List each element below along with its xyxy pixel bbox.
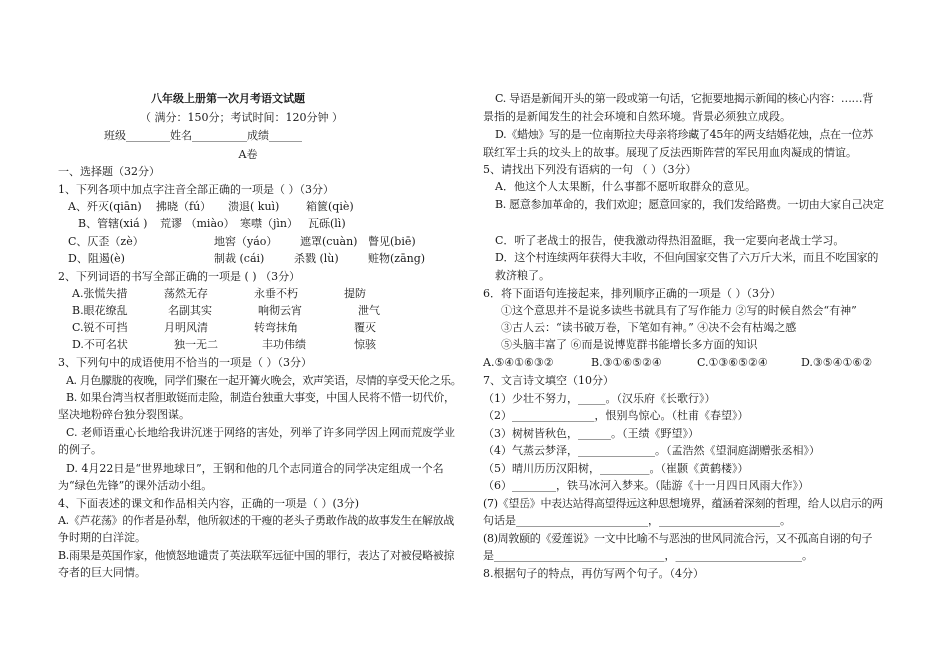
exam-meta: （ 满分：150分；考试时间：120分钟 ）: [140, 111, 343, 124]
q1-option-a: A、歼灭(qiān) 拂晓（fú） 溃退( kuì) 箱篋(qiè): [68, 200, 354, 213]
q6-option-a: A.⑤④①⑥③②: [483, 356, 554, 369]
q6-sentences-2: ③古人云：“读书破万卷，下笔如有神。” ④决不会有枯竭之感: [501, 321, 797, 334]
q3-option-c-line1: C. 老师语重心长地给我讲沉迷于网络的害处，列举了许多同学因上网而荒废学业: [66, 426, 456, 439]
q6-option-c: C.①③⑥⑤②④: [697, 356, 768, 369]
q3-stem: 3、下列句中的成语使用不恰当的一项是（ ）（3分）: [58, 356, 312, 369]
q6-option-b: B.③①⑥⑤②④: [591, 356, 662, 369]
section-a-label: A卷: [238, 148, 258, 161]
q7-line-7b: 句话是________________________，______________________。: [483, 514, 791, 527]
q3-option-a: A. 月色朦胧的夜晚，同学们聚在一起开篝火晚会，欢声笑语，尽情的享受天伦之乐。: [66, 374, 462, 387]
q6-sentences-3: ⑤头脑丰富了 ⑥而是说博览群书能增长多方面的知识: [501, 338, 758, 351]
q2-option-a: A.张慌失措 荡然无存 永垂不朽 提防: [72, 287, 366, 300]
q7-line-7a: (7)《望岳》中表达站得高望得远这种思想境界，蕴涵着深刻的哲理，给人以启示的两: [483, 497, 883, 510]
q5-option-a: A．他这个人太果断，什么事都不愿听取群众的意见。: [495, 180, 756, 193]
q6-stem: 6．将下面语句连接起来，排列顺序正确的一项是（ ）（3分）: [483, 287, 781, 300]
q2-option-b: B.眼花缭乱 名副其实 响彻云宵 泄气: [72, 304, 380, 317]
exam-title: 八年级上册第一次月考语文试题: [151, 92, 305, 105]
q1-option-c: C、仄歪（zè） 地窖（yáo） 遮罩(cuàn) 瞥见(biē): [68, 235, 416, 248]
q7-line-1: （1）少壮不努力，_____。（汉乐府《长歌行》）: [483, 392, 716, 405]
q3-option-b-line2: 坚决地粉碎台独分裂图谋。: [58, 408, 190, 421]
q1-option-b: B、管辖(xiá ) 荒谬 （miào） 寒噤（jìn） 瓦砾(lì): [78, 217, 346, 230]
q4-option-a-line2: 争时期的白洋淀。: [58, 531, 146, 544]
q1-stem: 1、下列各项中加点字注音全部正确的一项是（ ）（3分）: [58, 183, 334, 196]
q3-option-c-line2: 的例子。: [58, 443, 102, 456]
q4-option-d-line2: 联红军士兵的坟头上的故事。展现了反法西斯阵营的军民用血肉凝成的情谊。: [483, 146, 857, 159]
q3-option-d-line1: D. 4月22日是“世界地球日”，王钢和他的几个志同道合的同学决定组成一个名: [66, 462, 444, 475]
q4-option-b-line2: 夺者的巨大同情。: [58, 566, 146, 579]
q3-option-d-line2: 为“绿色先锋”的课外活动小组。: [58, 479, 213, 492]
q5-stem: 5、请找出下列没有语病的一句 （ ）（3分）: [483, 163, 697, 176]
q5-option-b: B. 愿意参加革命的，我们欢迎；愿意回家的，我们发给路费。一切由大家自己决定: [495, 198, 884, 211]
q2-option-c: C.锐不可挡 月明风清 转弯抹角 覆灭: [72, 321, 376, 334]
q7-line-2: （2）_______________，恨别鸟惊心。（杜甫《春望》）: [483, 409, 749, 422]
part1-heading: 一、选择题（32分）: [58, 165, 160, 178]
q6-option-d: D.③⑤④①⑥②: [801, 356, 873, 369]
student-info-line: 班级________姓名__________成绩______: [104, 129, 302, 142]
q1-option-d: D、阻遏(è) 制裁 (cái) 杀戮 (lù) 赃物(zāng): [68, 252, 426, 265]
q5-option-d-line2: 救济粮了。: [495, 269, 550, 282]
q5-option-d-line1: D．这个村连续两年获得大丰收，不但向国家交售了六万斤大米，而且不吃国家的: [495, 251, 879, 264]
q2-stem: 2、下列词语的书写全部正确的一项是 ( ) （3分）: [58, 270, 301, 283]
q8-stem: 8.根据句子的特点，再仿写两个句子。（4分）: [483, 567, 704, 580]
q2-option-d: D.不可名状 独一无二 丰功伟绩 惊骇: [72, 338, 376, 351]
q7-line-6: （6）________，铁马冰河入梦来。（陆游《十一月四日风雨大作》）: [483, 479, 809, 492]
q4-option-c-line1: C. 导语是新闻开头的第一段或第一句话，它扼要地揭示新闻的核心内容：……背: [495, 92, 873, 105]
q4-option-d-line1: D.《蜡烛》写的是一位南斯拉夫母亲将珍藏了45年的两支结婚花烛，点在一位苏: [495, 128, 873, 141]
q7-line-8b: 是_______________________________，_______________________。: [483, 549, 813, 562]
q4-option-c-line2: 景指的是新闻发生的社会环境和自然环境。背景必须独立成段。: [483, 110, 791, 123]
q6-options: [483, 356, 893, 370]
q7-line-5: （5）晴川历历汉阳树，_________。（崔颢《黄鹤楼》）: [483, 462, 749, 475]
q6-sentences-1: ①这个意思并不是说多读些书就具有了写作能力 ②写的时候自然会“有神”: [501, 304, 857, 317]
q4-stem: 4、下面表述的课文和作品相关内容，正确的一项是（ ）(3分): [58, 497, 360, 510]
q7-line-3: （3）树树皆秋色，______。（王绩《野望》）: [483, 427, 699, 440]
q5-option-c: C．听了老战士的报告，使我激动得热泪盈眶，我一定要向老战士学习。: [495, 234, 845, 247]
q4-option-a-line1: A.《芦花荡》的作者是孙犁，他所叙述的干瘦的老头子勇敢作战的故事发生在解放战: [58, 514, 455, 527]
q3-option-b-line1: B. 如果台湾当权者胆敢铤而走险，制造台独重大事变，中国人民将不惜一切代价，: [66, 391, 455, 404]
q7-line-4: （4）气蒸云梦泽，______________。（孟浩然《望洞庭湖赠张丞相》）: [483, 444, 820, 457]
q7-stem: 7、文言诗文填空（10分）: [483, 374, 614, 387]
q4-option-b-line1: B.雨果是英国作家，他愤怒地谴责了英法联军远征中国的罪行，表达了对被侵略被掠: [58, 549, 455, 562]
q7-line-8a: (8)周敦颐的《爱莲说》一文中比喻不与恶浊的世风同流合污，又不孤高自诩的句子: [483, 532, 873, 545]
